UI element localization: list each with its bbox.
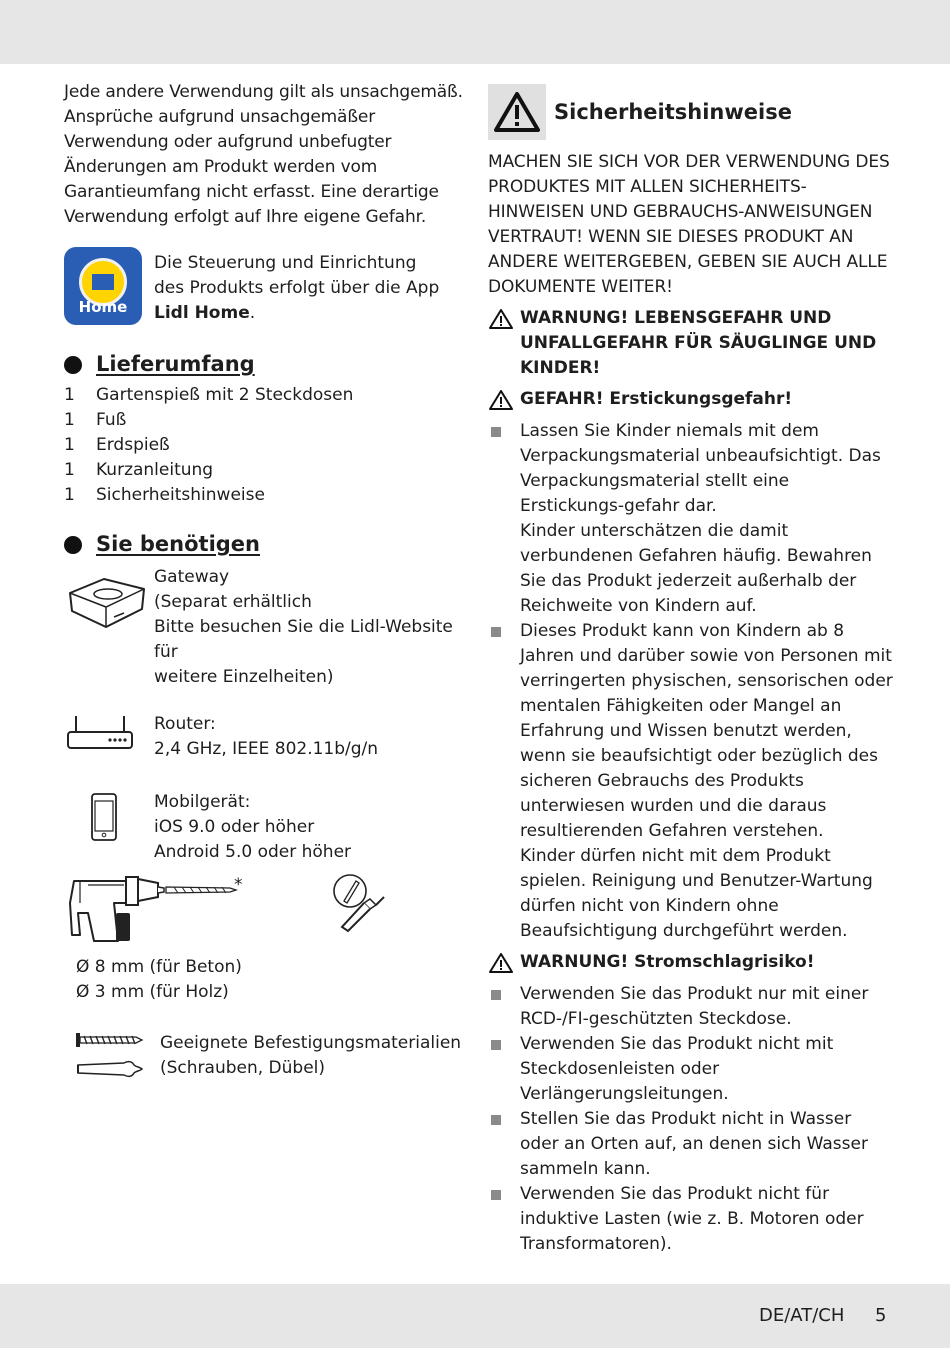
lieferumfang-list [64,383,464,508]
section-bullet-icon [64,536,82,554]
drill-size-wood: Ø 3 mm (für Holz) [76,982,229,1002]
square-bullet-icon [488,619,520,844]
tools-illustration [64,873,464,951]
fasteners-item [64,1031,464,1095]
benoetigen-heading [64,532,464,557]
square-bullet-icon [488,1182,520,1257]
app-text-line: Lidl Home. [154,303,256,323]
list-item: Stellen Sie das Produkt nicht in Wasser oder an Orten auf, an denen sich Wasser sammeln kann. [488,1107,893,1182]
square-bullet-icon [488,1107,520,1182]
list-item: Verwenden Sie das Produkt nicht mit Steckdosenleisten oder Verlängerungsleitungen. [488,1032,893,1107]
lidl-home-app-icon [64,247,142,325]
list-item: Dieses Produkt kann von Kindern ab 8 Jahren und darüber sowie von Personen mit verringerten physischen, sensorischen oder mentalen Fähigkeiten oder Mangel an Erfahrung und Wissen benutzt werden, wenn sie beaufsichtigt oder bezüglich des sicheren Gebrauchs des Produkts unterwiesen wurden und die daraus resultierenden Gefahren verstehen. [488,619,893,844]
gateway-item [64,565,464,690]
page-title: Sicherheitshinweise [554,99,792,124]
safety-heading [488,84,893,140]
screw-dowel-icon [64,1031,160,1095]
drill-size-concrete: Ø 8 mm (für Beton) [76,957,242,977]
section-bullet-icon [64,356,82,374]
drill-bit-sizes [64,955,464,1005]
list-item: 1 Kurzanleitung [64,460,214,480]
right-column [488,80,893,1257]
app-info [64,251,464,326]
caps-intro: MACHEN SIE SICH VOR DER VERWENDUNG DES PRODUKTES MIT ALLEN SICHERHEITS-HINWEISEN UND GEBRAUCHS-ANWEISUNGEN VERTRAUT! WENN SIE DIESES PRODUKT AN ANDERE WEITERGEBEN, GEBEN SIE AUCH ALLE DOKUMENTE WEITER! [488,152,890,297]
mobile-text: Mobilgerät: iOS 9.0 oder höher Android 5.0 oder höher [154,792,352,862]
list-item: Lassen Sie Kinder niemals mit dem Verpackungsmaterial unbeaufsichtigt. Das Verpackungsmaterial stellt eine Erstickungs-gefahr dar. [488,419,893,519]
list-item-continuation: Kinder dürfen nicht mit dem Produkt spielen. Reinigung und Benutzer-Wartung dürfen nicht von Kindern ohne Beaufsichtigung durchgeführt werden. [520,846,873,941]
router-item [64,712,464,768]
router-text: Router: 2,4 GHz, IEEE 802.11b/g/n [154,714,379,759]
warning-triangle-icon [488,950,520,982]
gateway-icon [64,565,154,690]
top-band [0,0,950,64]
footer-region: DE/AT/CH [759,1305,845,1326]
section-title: Lieferumfang [96,352,255,376]
fasteners-text: Geeignete Befestigungsmaterialien (Schrauben, Dübel) [160,1033,462,1078]
screwdriver-icon [330,873,394,937]
list-item: 1 Fuß [64,410,127,430]
list-item: 1 Sicherheitshinweise [64,485,265,505]
page-number: 5 [875,1305,887,1326]
warning-children: WARNUNG! LEBENSGEFAHR UND UNFALLGEFAHR FÜR SÄUGLINGE UND KINDER! [488,306,893,381]
square-bullet-icon [488,982,520,1032]
gateway-text: Gateway (Separat erhältlich Bitte besuchen Sie die Lidl-Website für weitere Einzelheiten) [154,567,453,687]
list-item: Verwenden Sie das Produkt nicht für induktive Lasten (wie z. B. Motoren oder Transformatoren). [488,1182,893,1257]
drill-asterisk: * [234,875,243,895]
warning-icon [488,84,546,140]
section-title: Sie benötigen [96,532,260,556]
router-icon [64,712,154,768]
square-bullet-icon [488,419,520,519]
list-item: Verwenden Sie das Produkt nur mit einer RCD-/FI-geschützten Steckdose. [488,982,893,1032]
app-description [154,251,439,326]
mobile-item [64,790,464,865]
intro-paragraph: Jede andere Verwendung gilt als unsachgemäß. Ansprüche aufgrund unsachgemäßer Verwendung oder aufgrund unbefugter Änderungen am Produkt werden vom Garantieumfang nicht erfasst. Eine derartige Verwendung erfolgt auf Ihre eigene Gefahr. [64,82,463,227]
app-text-line: Die Steuerung und Einrichtung [154,253,417,273]
lieferumfang-heading [64,352,464,377]
list-item-continuation: Kinder unterschätzen die damit verbundenen Gefahren häufig. Bewahren Sie das Produkt jederzeit außerhalb der Reichweite von Kindern auf. [520,521,872,616]
app-name: Lidl Home [154,303,250,323]
list-item: 1 Gartenspieß mit 2 Steckdosen [64,385,354,405]
left-column [64,80,464,1095]
warning-triangle-icon [488,306,520,381]
square-bullet-icon [488,1032,520,1107]
smartphone-icon [64,790,154,865]
danger-suffocation: GEFAHR! Erstickungsgefahr! [488,387,893,419]
warning-shock: WARNUNG! Stromschlagrisiko! [488,950,893,982]
app-icon-label: Home [78,298,128,316]
warning-triangle-icon [488,387,520,419]
list-item: 1 Erdspieß [64,435,170,455]
app-text-line: des Produkts erfolgt über die App [154,278,440,298]
